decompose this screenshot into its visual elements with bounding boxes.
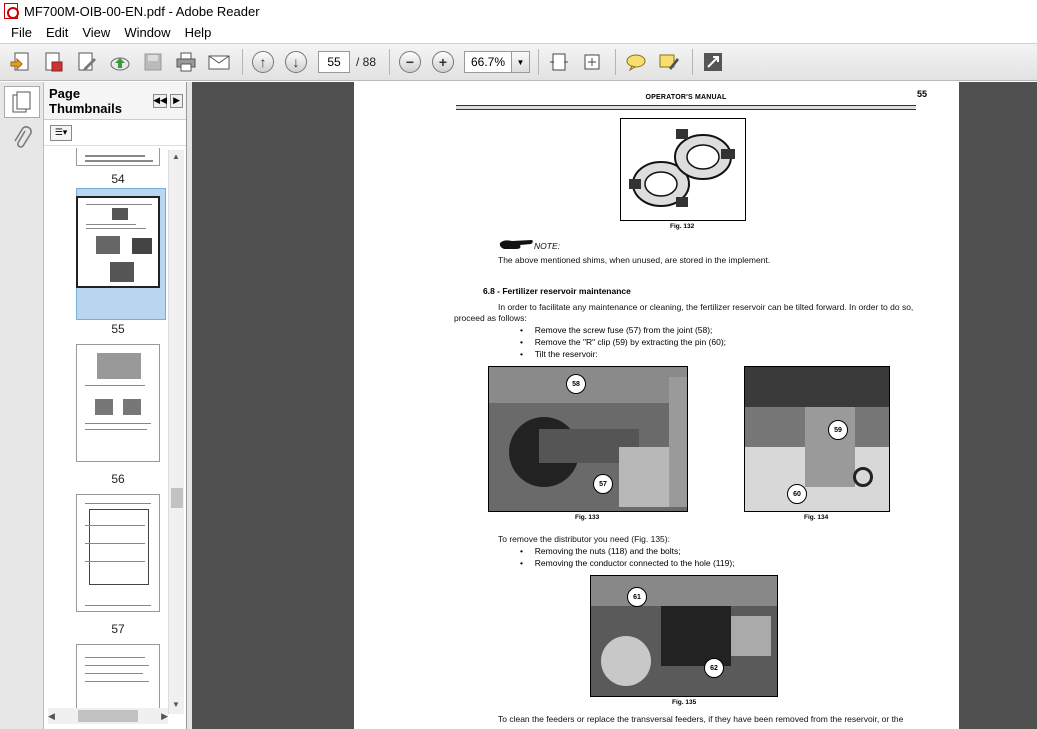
upload-button[interactable] <box>105 47 135 77</box>
page-thumbnails-nav-button[interactable] <box>4 86 40 118</box>
callout-60: 60 <box>787 484 807 504</box>
thumbnail-page-58[interactable] <box>76 644 160 714</box>
thumbnail-vertical-scrollbar[interactable] <box>168 150 184 714</box>
previous-page-icon: ↑ <box>252 51 274 73</box>
scroll-left-icon[interactable]: ◀ <box>48 710 55 721</box>
attachments-nav-button[interactable] <box>4 122 40 154</box>
create-pdf-icon <box>9 50 33 74</box>
toolbar-separator <box>389 49 390 75</box>
shim-illustration-icon <box>621 119 745 220</box>
paragraph-line: proceed as follows: <box>454 313 527 323</box>
figure-134 <box>744 366 890 512</box>
bullet-item: • Tilt the reservoir: <box>520 349 598 359</box>
title-bar <box>0 0 1037 22</box>
scroll-right-icon[interactable]: ▶ <box>161 710 168 721</box>
fit-width-icon <box>581 51 603 73</box>
paragraph-line: To clean the feeders or replace the transversal feeders, if they have been removed from the reservoir, or the <box>498 714 904 724</box>
thumbnails-header <box>44 82 186 120</box>
pdf-page <box>354 82 959 729</box>
export-pdf-icon <box>42 50 66 74</box>
toolbar-separator <box>242 49 243 75</box>
callout-57: 57 <box>593 474 613 494</box>
bullet-item: • Removing the nuts (118) and the bolts; <box>520 546 681 556</box>
paperclip-icon <box>12 126 32 150</box>
thumbnail-label: 57 <box>111 622 125 636</box>
bullet-item: • Remove the screw fuse (57) from the joint (58); <box>520 325 713 335</box>
scroll-down-icon[interactable]: ▼ <box>172 700 180 709</box>
comment-button[interactable] <box>621 47 651 77</box>
fit-page-icon <box>548 51 570 73</box>
thumbnail-label: 55 <box>111 322 125 336</box>
page-header: OPERATOR'S MANUAL <box>645 94 727 101</box>
figure-133 <box>488 366 688 512</box>
save-icon <box>141 50 165 74</box>
email-icon <box>207 50 231 74</box>
fit-width-button[interactable] <box>577 47 607 77</box>
paragraph-line: In order to facilitate any maintenance or cleaning, the fertilizer reservoir can be tilted forward. In order to do so, <box>498 302 914 312</box>
thumbnails-panel <box>44 82 187 729</box>
menu-view[interactable]: View <box>82 25 111 40</box>
callout-61: 61 <box>627 587 647 607</box>
print-icon <box>174 50 198 74</box>
fullscreen-icon <box>702 51 724 73</box>
header-rule <box>456 105 916 110</box>
thumbnail-label: 54 <box>111 172 125 186</box>
adobe-reader-icon <box>4 3 18 19</box>
export-pdf-button[interactable] <box>39 47 69 77</box>
next-page-icon: ↓ <box>285 51 307 73</box>
highlight-icon <box>657 50 681 74</box>
edit-pdf-button[interactable] <box>72 47 102 77</box>
menu-file[interactable]: File <box>11 25 32 40</box>
figure-caption: Fig. 135 <box>672 699 697 706</box>
highlight-button[interactable] <box>654 47 684 77</box>
thumbnail-horizontal-scrollbar[interactable] <box>48 708 168 724</box>
thumbnail-page-55[interactable] <box>76 196 160 288</box>
thumbnail-label: 56 <box>111 472 125 486</box>
bullet-item: • Remove the "R" clip (59) by extracting the pin (60); <box>520 337 727 347</box>
thumbnail-page-54[interactable] <box>76 148 160 166</box>
callout-58: 58 <box>566 374 586 394</box>
pointing-hand-icon <box>498 237 534 251</box>
menu-window[interactable]: Window <box>124 25 171 40</box>
create-pdf-button[interactable] <box>6 47 36 77</box>
menu-edit[interactable]: Edit <box>45 25 69 40</box>
panel-title: Page Thumbnails <box>49 85 122 116</box>
scroll-up-icon[interactable]: ▲ <box>172 152 180 161</box>
fit-page-button[interactable] <box>544 47 574 77</box>
figure-132 <box>620 118 746 221</box>
pages-icon <box>11 90 33 114</box>
save-button[interactable] <box>138 47 168 77</box>
zoom-out-icon: − <box>399 51 421 73</box>
figure-caption: Fig. 132 <box>670 223 695 230</box>
thumbnail-page-56[interactable] <box>76 344 160 462</box>
menu-help[interactable]: Help <box>184 25 212 40</box>
window-title: MF700M-OIB-00-EN.pdf - Adobe Reader <box>24 3 260 19</box>
scroll-thumb[interactable] <box>78 710 138 722</box>
page-total-label: / 88 <box>356 55 377 69</box>
figure-135 <box>590 575 778 697</box>
collapse-right-button[interactable]: ▶ <box>170 94 183 108</box>
previous-page-button[interactable] <box>248 47 278 77</box>
page-number-input[interactable]: 55 <box>318 51 350 73</box>
toolbar-separator <box>692 49 693 75</box>
print-button[interactable] <box>171 47 201 77</box>
document-viewport[interactable] <box>192 82 1037 729</box>
options-menu-button[interactable]: ☰▾ <box>50 125 72 141</box>
figure-caption: Fig. 134 <box>804 514 829 521</box>
thumbnail-list <box>46 148 168 714</box>
toolbar-separator <box>538 49 539 75</box>
section-heading: 6.8 - Fertilizer reservoir maintenance <box>483 286 631 296</box>
zoom-select[interactable] <box>464 51 530 73</box>
callout-59: 59 <box>828 420 848 440</box>
comment-icon <box>624 50 648 74</box>
toolbar <box>0 43 1037 81</box>
navigation-pane <box>0 82 44 729</box>
thumbnail-page-57[interactable] <box>76 494 160 612</box>
toolbar-separator <box>615 49 616 75</box>
collapse-left-button[interactable]: ◀◀ <box>153 94 167 108</box>
upload-cloud-icon <box>108 50 132 74</box>
zoom-in-icon: + <box>432 51 454 73</box>
chevron-down-icon[interactable]: ▼ <box>511 52 529 72</box>
figure-caption: Fig. 133 <box>575 514 600 521</box>
note-label: NOTE: <box>534 241 560 251</box>
paragraph-line: To remove the distributor you need (Fig. 135): <box>498 534 670 544</box>
scroll-thumb[interactable] <box>171 488 183 508</box>
thumbnails-options <box>44 120 186 146</box>
zoom-out-button[interactable] <box>395 47 425 77</box>
next-page-button[interactable] <box>281 47 311 77</box>
edit-pdf-icon <box>75 50 99 74</box>
note-text: The above mentioned shims, when unused, are stored in the implement. <box>498 255 771 265</box>
email-button[interactable] <box>204 47 234 77</box>
zoom-in-button[interactable] <box>428 47 458 77</box>
zoom-value: 66.7% <box>471 55 506 69</box>
callout-62: 62 <box>704 658 724 678</box>
bullet-item: • Removing the conductor connected to the hole (119); <box>520 558 735 568</box>
fullscreen-button[interactable] <box>698 47 728 77</box>
menu-bar <box>0 22 1037 43</box>
page-number: 55 <box>917 89 928 99</box>
